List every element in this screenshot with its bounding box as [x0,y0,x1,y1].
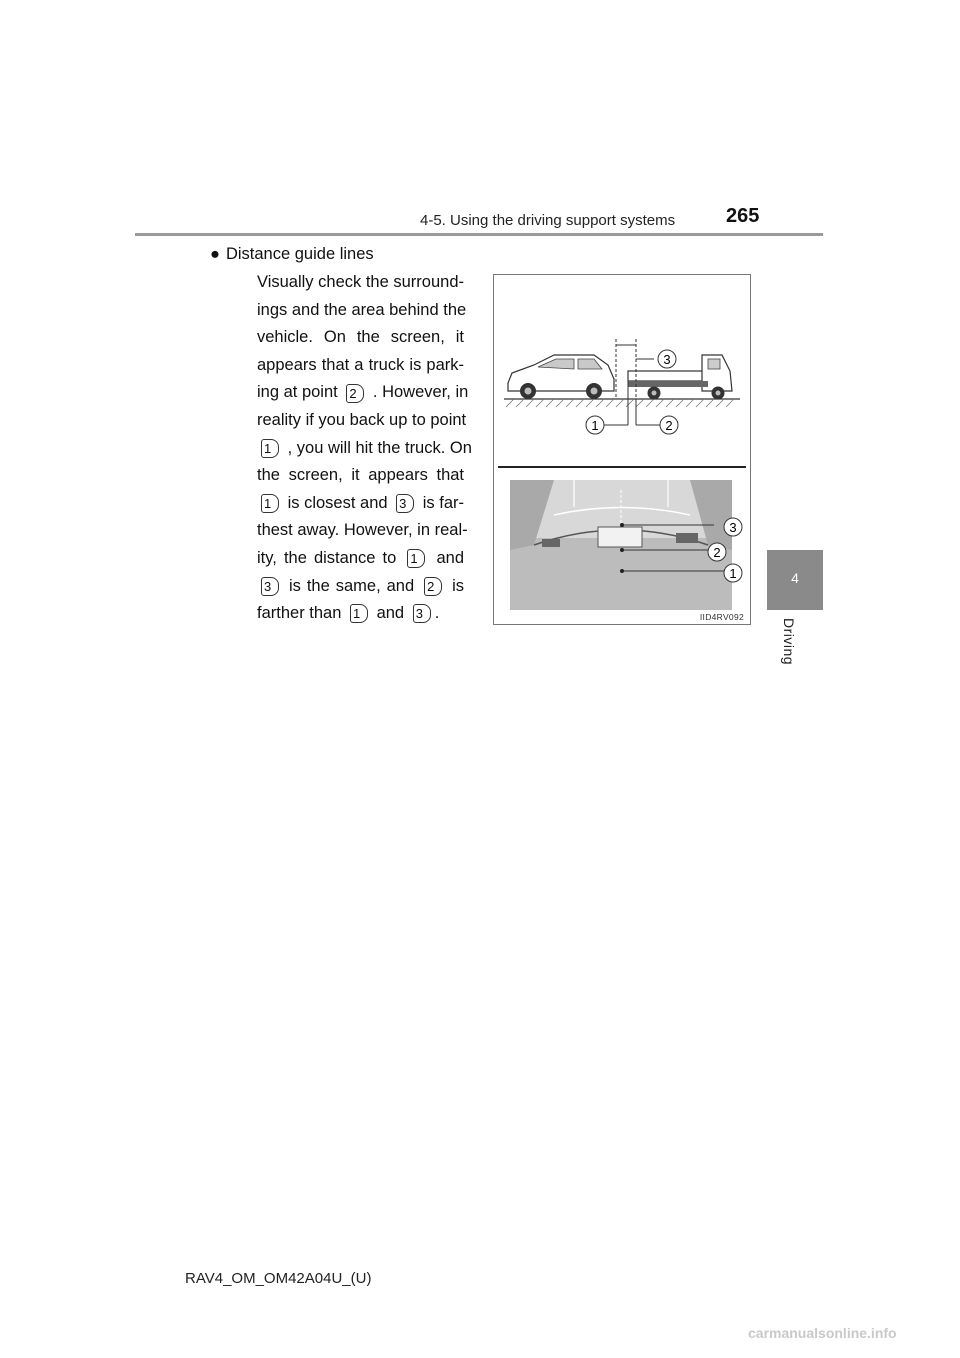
header-divider [135,233,823,236]
text-fragment: and [436,548,464,567]
text-fragment: is [452,576,465,595]
watermark[interactable]: carmanualsonline.info [748,1325,897,1341]
bottom-callout-1 [724,564,742,582]
text-fragment: ity, the distance to [257,548,397,567]
text-line [257,269,464,297]
chapter-label: Driving [781,618,797,666]
car-drawing [508,355,614,399]
svg-text:3: 3 [663,352,671,367]
text-fragment: appears that a truck is park- [257,355,464,374]
text-fragment: ings and the area behind the [257,300,467,319]
svg-text:2: 2 [665,418,673,433]
text-fragment: farther than [257,604,342,623]
point-ref-3: 3 [413,604,431,623]
top-callout-3 [658,350,676,368]
distance-guide-diagram [494,275,750,624]
text-line [257,435,472,463]
text-fragment: reality if you back up to point [257,410,467,429]
text-line [257,600,464,628]
point-ref-3: 3 [261,577,279,596]
text-fragment: ing at point [257,383,338,402]
text-fragment: . [434,604,440,623]
text-fragment: vehicle. On the screen, it [257,328,464,347]
text-line [257,462,464,490]
bullet-heading [210,245,374,264]
text-fragment: is far- [422,493,464,512]
text-line [257,352,464,380]
text-line [257,379,469,407]
document-code: RAV4_OM_OM42A04U_(U) [185,1270,372,1287]
svg-text:1: 1 [591,418,599,433]
point-ref-1: 1 [350,604,368,623]
text-line [257,545,464,573]
figure-id: IID4RV092 [699,612,744,622]
text-fragment: thest away. However, in real- [257,521,468,540]
heading-text: Distance guide lines [225,245,374,263]
text-fragment: is closest and [287,493,388,512]
text-fragment: . However, in [372,383,469,402]
point-ref-2: 2 [346,384,364,403]
point-ref-1: 1 [407,549,425,568]
text-line [257,407,467,435]
camera-view [510,480,732,610]
top-callout-1 [586,416,604,434]
text-line [257,517,468,545]
point-ref-1: 1 [261,494,279,513]
top-callout-2 [660,416,678,434]
illustration-figure [493,274,751,625]
svg-text:3: 3 [729,520,737,535]
chapter-tab[interactable] [767,550,823,610]
text-line [257,324,464,352]
bottom-callout-2 [708,543,726,561]
svg-text:1: 1 [729,566,737,581]
point-ref-1: 1 [261,439,279,458]
bottom-callout-3 [724,518,742,536]
text-line [257,297,467,325]
truck-drawing [628,355,732,400]
text-line [257,490,464,518]
section-title: 4-5. Using the driving support systems [420,212,676,229]
text-fragment: the screen, it appears that [257,466,464,485]
point-ref-3: 3 [396,494,414,513]
bullet-icon: ● [210,245,220,263]
page-number: 265 [726,205,760,227]
svg-text:2: 2 [713,545,721,560]
text-fragment: Visually check the surround- [257,273,464,291]
text-fragment: and [376,604,405,623]
point-ref-2: 2 [424,577,442,596]
text-line [257,573,464,601]
text-fragment: is the same, and [288,576,415,595]
body-paragraph [257,269,472,628]
text-fragment: , you will hit the truck. On [287,438,472,457]
chapter-number: 4 [791,570,799,586]
